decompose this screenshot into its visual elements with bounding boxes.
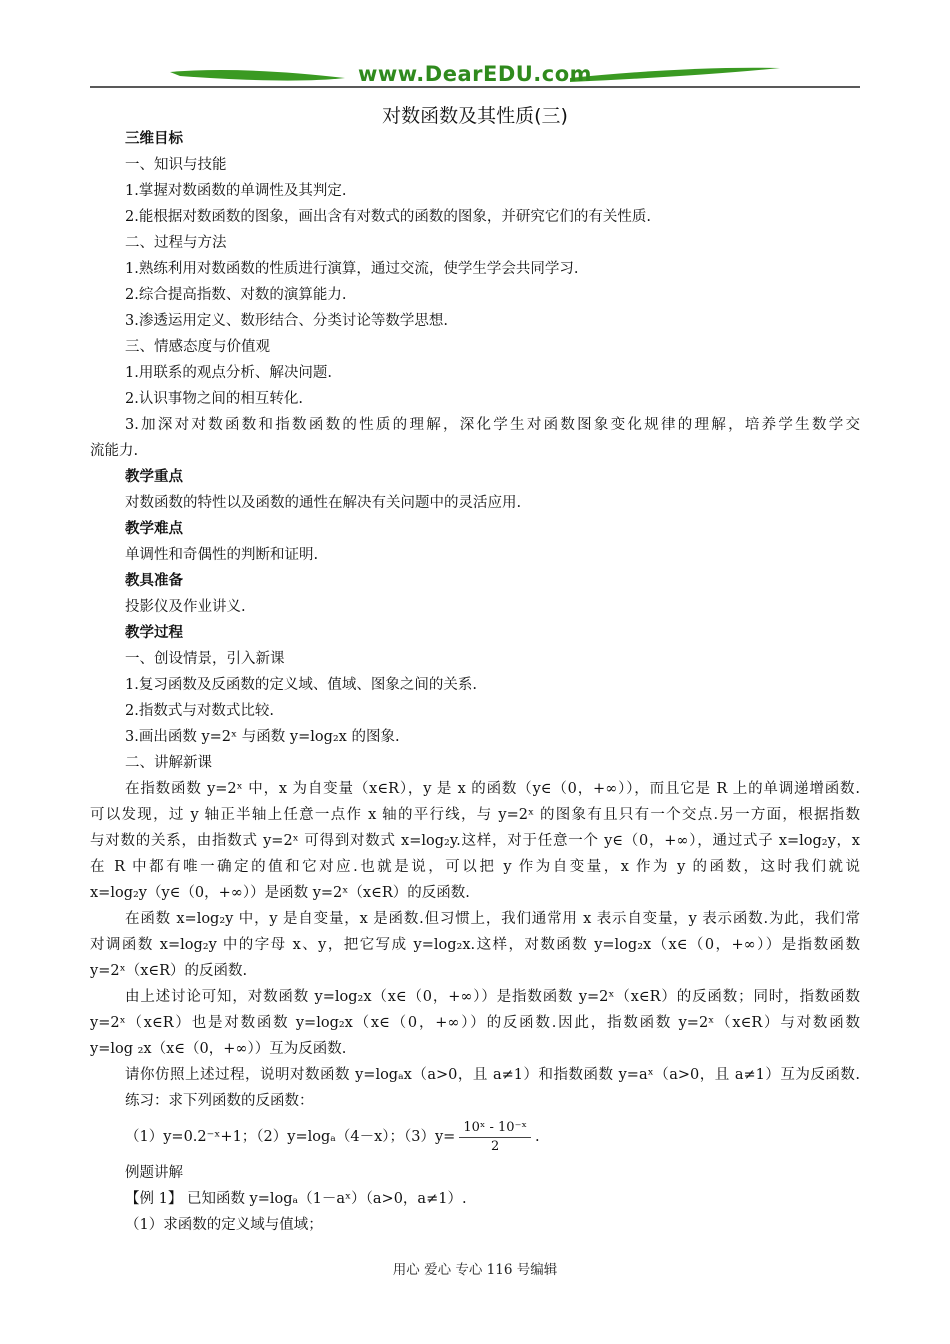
page-footer: 用心 爱心 专心 116 号编辑 xyxy=(392,1262,558,1278)
text-line: 在指数函数 y=2ˣ 中，x 为自变量（x∈R），y 是 x 的函数（y∈（0，+∞）），而且它是 R 上的单调递增函数. xyxy=(125,781,860,797)
site-logo-text: www.DearEDU.com xyxy=(357,62,593,86)
text-line: 2.综合提高指数、对数的演算能力. xyxy=(125,287,347,303)
text-line: 2.能根据对数函数的图象，画出含有对数式的函数的图象，并研究它们的有关性质. xyxy=(125,209,651,225)
text-line: 请你仿照上述过程，说明对数函数 y=logₐx（a>0，且 a≠1）和指数函数 y=aˣ（a>0，且 a≠1）互为反函数. xyxy=(125,1067,860,1083)
text-line: 单调性和奇偶性的判断和证明. xyxy=(125,547,319,563)
text-line: 例题讲解 xyxy=(125,1165,183,1181)
page-title: 对数函数及其性质(三) xyxy=(382,105,568,127)
text-line: 2.指数式与对数式比较. xyxy=(125,703,274,719)
text-line: y=2ˣ（x∈R）的反函数. xyxy=(90,963,248,979)
text-line: 教学难点 xyxy=(125,521,183,537)
text-lines xyxy=(90,126,860,1114)
fraction-numerator: 10ˣ - 10⁻ˣ xyxy=(459,1119,531,1138)
site-header xyxy=(90,58,860,92)
text-line: 二、讲解新课 xyxy=(125,755,212,771)
text-line: 3.加深对对数函数和指数函数的性质的理解，深化学生对函数图象变化规律的理解，培养学生数学交 xyxy=(125,417,860,433)
text-line: 三维目标 xyxy=(125,131,183,147)
text-line: 【例 1】 已知函数 y=logₐ（1－aˣ）（a>0，a≠1）. xyxy=(125,1191,467,1207)
text-line: 流能力. xyxy=(90,443,139,459)
text-line: 1.熟练利用对数函数的性质进行演算，通过交流，使学生学会共同学习. xyxy=(125,261,579,277)
text-line: 在 R 中都有唯一确定的值和它对应.也就是说，可以把 y 作为自变量，x 作为 y 的函数，这时我们就说 xyxy=(90,859,860,875)
text-line: 在函数 x=log₂y 中，y 是自变量，x 是函数.但习惯上，我们通常用 x 表示自变量，y 表示函数.为此，我们常 xyxy=(125,911,860,927)
text-line: 练习：求下列函数的反函数： xyxy=(125,1093,314,1109)
text-line: 2.认识事物之间的相互转化. xyxy=(125,391,303,407)
text-line: y=2ˣ（x∈R）也是对数函数 y=log₂x（x∈（0，+∞））的反函数.因此，指数函数 y=2ˣ（x∈R）与对数函数 xyxy=(90,1015,860,1031)
text-line: 教学重点 xyxy=(125,469,183,485)
text-line: y=log ₂x（x∈（0，+∞））互为反函数. xyxy=(90,1041,347,1057)
text-line: 对数函数的特性以及函数的通性在解决有关问题中的灵活应用. xyxy=(125,495,522,511)
exercise-suffix: . xyxy=(534,1129,540,1145)
text-line: 1.用联系的观点分析、解决问题. xyxy=(125,365,332,381)
exercise-prefix: （1）y=0.2⁻ˣ+1；（2）y=logₐ（4－x）；（3）y= xyxy=(125,1129,456,1145)
text-line: 二、过程与方法 xyxy=(125,235,227,251)
text-line: 可以发现，过 y 轴正半轴上任意一点作 x 轴的平行线，与 y=2ˣ 的图象有且只有一个交点.另一方面，根据指数 xyxy=(90,807,860,823)
text-line: 对调函数 x=log₂y 中的字母 x、y，把它写成 y=log₂x.这样，对数函数 y=log₂x（x∈（0，+∞））是指数函数 xyxy=(90,937,860,953)
fraction-denominator: 2 xyxy=(491,1138,500,1154)
text-line: （1）求函数的定义域与值域； xyxy=(125,1217,323,1233)
text-line: 一、创设情景，引入新课 xyxy=(125,651,285,667)
text-line: 3.画出函数 y=2ˣ 与函数 y=log₂x 的图象. xyxy=(125,729,400,745)
text-line: 1.掌握对数函数的单调性及其判定. xyxy=(125,183,347,199)
text-line: 教具准备 xyxy=(125,573,183,589)
text-line: 一、知识与技能 xyxy=(125,157,227,173)
text-line: x=log₂y（y∈（0，+∞））是函数 y=2ˣ（x∈R）的反函数. xyxy=(90,885,470,901)
text-line: 1.复习函数及反函数的定义域、值域、图象之间的关系. xyxy=(125,677,477,693)
text-line: 与对数的关系，由指数式 y=2ˣ 可得到对数式 x=log₂y.这样，对于任意一个 y∈（0，+∞），通过式子 x=log₂y，x xyxy=(90,833,860,849)
text-line: 三、情感态度与价值观 xyxy=(125,339,270,355)
text-line: 投影仪及作业讲义. xyxy=(125,599,246,615)
text-line: 由上述讨论可知，对数函数 y=log₂x（x∈（0，+∞））是指数函数 y=2ˣ（x∈R）的反函数；同时，指数函数 xyxy=(125,989,860,1005)
exercise-line xyxy=(90,1114,860,1160)
document-body xyxy=(90,126,860,1238)
text-line: 教学过程 xyxy=(125,625,183,641)
text-line: 3.渗透运用定义、数形结合、分类讨论等数学思想. xyxy=(125,313,448,329)
fraction xyxy=(459,1119,531,1156)
text-lines-2 xyxy=(90,1160,860,1238)
